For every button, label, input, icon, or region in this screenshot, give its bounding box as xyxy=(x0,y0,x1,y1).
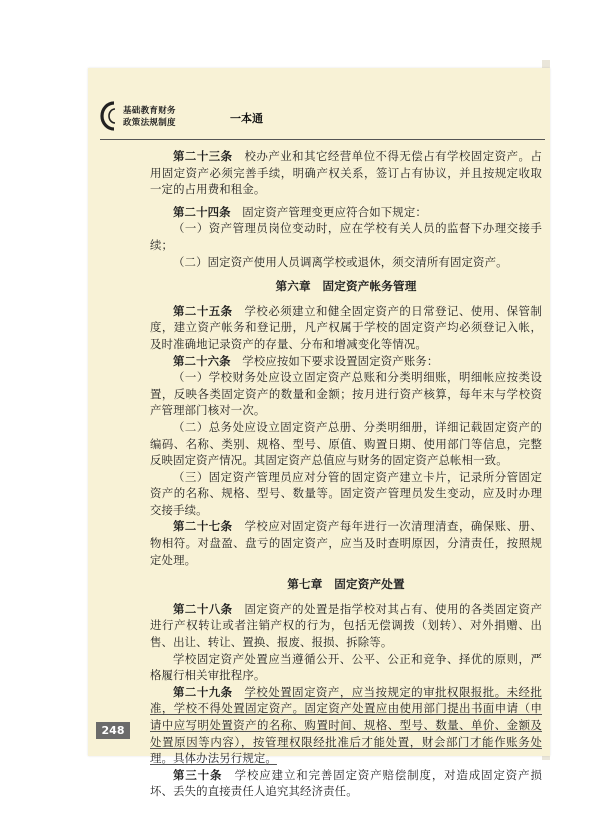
article-27 xyxy=(150,518,542,568)
article-25 xyxy=(150,303,542,353)
article-30 xyxy=(150,767,542,800)
article-text: 学校应建立和完善固定资产赔偿制度，对造成固定资产损坏、丢失的直接责任人追究其经济责任。 xyxy=(150,767,542,799)
page-number: 248 xyxy=(96,722,130,739)
header-series-name: 一本通 xyxy=(230,112,263,125)
clause-text: （三）固定资产管理员应对分管的固定资产建立卡片，记录所分管固定资产的名称、规格、型号、数量等。固定资产管理员发生变动，应及时办理交接手续。 xyxy=(150,469,542,517)
article-24 xyxy=(150,204,542,221)
book-logo-icon xyxy=(100,101,122,131)
header-title-line2: 政策法规制度 xyxy=(123,118,176,128)
running-header xyxy=(100,101,280,141)
article-text-underlined: 学校处置固定资产，应当按规定的审批权限报批。未经批准，学校不得处置固定资产。固定资产处置应由使用部门提出书面申请（申请中应写明处置资产的名称、购置时间、规格、型号、数量、单价、金额及处置原因等内容），按管理权限经批准后才能处置，财会部门才能作账务处理。具体办法另行规定。 xyxy=(150,684,542,766)
article-label: 第二十四条 xyxy=(173,204,231,219)
chapter-heading: 第七章 固定资产处置 xyxy=(287,577,405,592)
article-26 xyxy=(150,353,542,370)
article-label: 第二十五条 xyxy=(173,303,233,318)
article-label: 第二十九条 xyxy=(173,684,233,699)
page-body xyxy=(150,148,542,800)
article-label: 第二十七条 xyxy=(173,519,233,534)
clause xyxy=(150,220,542,253)
chapter-heading: 第六章 固定资产帐务管理 xyxy=(275,279,417,294)
article-text: 学校应按如下要求设置固定资产账务： xyxy=(242,353,439,368)
article-label: 第三十条 xyxy=(173,767,223,782)
article-label: 第二十三条 xyxy=(173,149,233,163)
article-text: 学校必须建立和健全固定资产的日常登记、使用、保管制度，建立资产帐务和登记册，凡产权属于学校的固定资产均必须登记入帐，及时准确地记录资产的存量、分布和增减变化等情况。 xyxy=(150,303,542,351)
clause xyxy=(150,469,542,519)
clause xyxy=(150,651,542,684)
article-text: 固定资产管理变更应符合如下规定： xyxy=(242,204,427,219)
clause-text: 学校固定资产处置应当遵循公开、公平、公正和竞争、择优的原则，严格履行相关审批程序。 xyxy=(150,651,542,683)
article-label: 第二十六条 xyxy=(173,353,231,368)
header-title-line1: 基础教育财务 xyxy=(123,106,176,116)
article-text: 校办产业和其它经营单位不得无偿占有学校固定资产。占用固定资产必须完善手续，明确产权关系，签订占有协议，并且按规定收取一定的占用费和租金。 xyxy=(150,149,542,197)
article-23 xyxy=(150,148,542,198)
clause-text: （二）总务处应设立固定资产总册、分类明细册，详细记载固定资产的编码、名称、类别、规格、型号、原值、购置日期、使用部门等信息，完整反映固定资产情况。其固定资产总值应与财务的固定资产总帐相一致。 xyxy=(150,419,542,468)
clause-text: （二）固定资产使用人员调离学校或退休，须交清所有固定资产。 xyxy=(173,254,508,269)
clause xyxy=(150,254,542,271)
article-text: 固定资产的处置是指学校对其占有、使用的各类固定资产进行产权转让或者注销产权的行为，包括无偿调拨（划转）、对外捐赠、出售、出让、转让、置换、报废、报损、拆除等。 xyxy=(150,601,542,650)
clause-text: （一）资产管理员岗位变动时，应在学校有关人员的监督下办理交接手续； xyxy=(150,221,542,252)
header-divider xyxy=(100,139,545,140)
clause-text: （一）学校财务处应设立固定资产总账和分类明细账，明细帐应按类设置，反映各类固定资产的数量和金额；按月进行资产核算，每年末与学校资产管理部门核对一次。 xyxy=(150,370,542,418)
article-label: 第二十八条 xyxy=(173,601,233,616)
article-text: 学校应对固定资产每年进行一次清理清查，确保账、册、物相符。对盘盈、盘亏的固定资产，应当及时查明原因，分清责任，按照规定处理。 xyxy=(150,519,542,567)
article-29 xyxy=(150,684,542,767)
article-28 xyxy=(150,601,542,651)
clause xyxy=(150,419,542,469)
clause xyxy=(150,369,542,419)
